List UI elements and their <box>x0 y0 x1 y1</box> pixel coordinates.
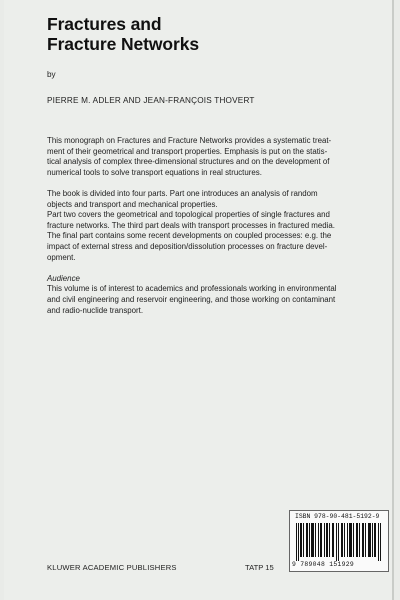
abstract-line: The book is divided into four parts. Part one introduces an analysis of random <box>47 188 318 198</box>
abstract-line: impact of external stress and deposition/dissolution processes on fracture devel- <box>47 241 328 251</box>
audience-heading: Audience <box>47 273 80 283</box>
abstract-paragraph-1 <box>47 136 367 178</box>
abstract-line: and civil engineering and reservoir engineering, and those working on contaminant <box>47 294 336 304</box>
isbn-barcode <box>289 510 389 572</box>
abstract-line: numerical tools to solve transport equations in real structures. <box>47 167 262 177</box>
abstract-line: and radio-nuclide transport. <box>47 305 144 315</box>
abstract-line: tical analysis of complex three-dimensional structures and on the development of <box>47 157 330 167</box>
ean-number: 9 789048 151929 <box>292 561 355 568</box>
abstract-line: Part two covers the geometrical and topological properties of single fractures and <box>47 210 330 220</box>
book-title <box>47 14 199 54</box>
abstract-line: opment. <box>47 252 76 262</box>
abstract-line: The final part contains some recent developments on coupled processes: e.g. the <box>47 231 332 241</box>
abstract-line: objects and transport and mechanical properties. <box>47 199 218 209</box>
title-line-2: Fracture Networks <box>47 34 199 54</box>
abstract-paragraph-2 <box>47 189 367 263</box>
series-number: TATP 15 <box>245 563 274 572</box>
back-cover <box>4 0 394 600</box>
abstract <box>47 136 367 316</box>
by-label: by <box>47 70 56 79</box>
abstract-line: This monograph on Fractures and Fracture Networks provides a systematic treat- <box>47 136 332 145</box>
abstract-line: ment of their geometrical and transport properties. Emphasis is put on the statis- <box>47 146 328 156</box>
barcode-icon <box>296 523 382 561</box>
title-line-1: Fractures and <box>47 14 162 34</box>
authors: PIERRE M. ADLER AND JEAN-FRANÇOIS THOVERT <box>47 96 255 105</box>
abstract-line: This volume is of interest to academics and professionals working in environmental <box>47 284 337 294</box>
publisher-name: KLUWER ACADEMIC PUBLISHERS <box>47 563 177 572</box>
abstract-paragraph-3 <box>47 284 367 316</box>
abstract-line: fracture networks. The third part deals with transport processes in fractured media. <box>47 220 335 230</box>
isbn-label: ISBN 978-90-481-5192-9 <box>295 513 380 520</box>
